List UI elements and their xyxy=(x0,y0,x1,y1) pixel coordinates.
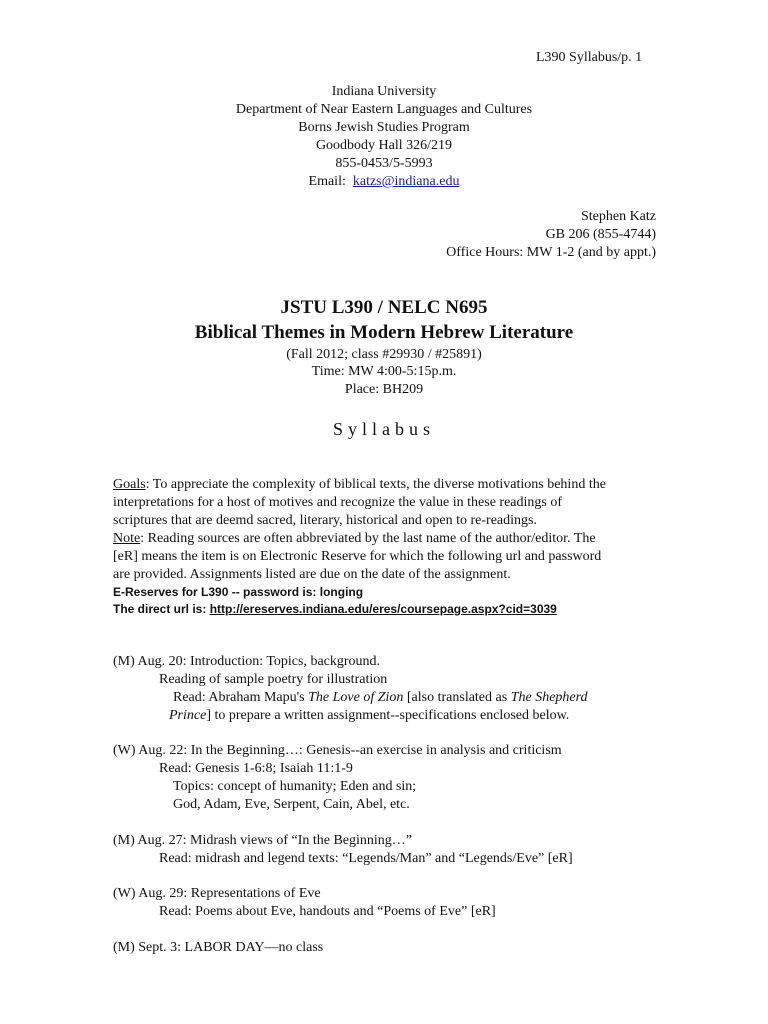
course-term: (Fall 2012; class #29930 / #25891) xyxy=(286,347,482,362)
university-name: Indiana University xyxy=(331,84,437,99)
course-code: JSTU L390 / NELC N695 xyxy=(280,297,488,318)
note-text: : Reading sources are often abbreviated by the last name of the author/editor. The xyxy=(140,531,596,546)
reading-label: Read: Abraham Mapu's xyxy=(173,690,309,705)
email-line xyxy=(0,173,768,191)
instructor-name: Stephen Katz xyxy=(580,209,656,224)
office-hours: Office Hours: MW 1-2 (and by appt.) xyxy=(446,245,656,260)
direct-url-label: The direct url is: xyxy=(113,602,210,616)
note-line-2: [eR] means the item is on Electronic Reserve for which the following url and password xyxy=(113,549,602,564)
session-aug22-reading: Read: Genesis 1-6:8; Isaiah 11:1-9 xyxy=(159,761,353,776)
ereserves-url-link[interactable]: http://ereserves.indiana.edu/eres/coursepage.aspx?cid=3039 xyxy=(209,602,557,616)
session-sept3-heading: (M) Sept. 3: LABOR DAY—no class xyxy=(113,940,324,955)
goals-line-1 xyxy=(113,476,606,494)
session-aug27-heading: (M) Aug. 27: Midrash views of “In the Beginning…” xyxy=(113,833,413,848)
goals-label: Goals xyxy=(113,477,146,492)
session-aug29-reading: Read: Poems about Eve, handouts and “Poems of Eve” [eR] xyxy=(159,904,496,919)
department-name: Department of Near Eastern Languages and Cultures xyxy=(235,102,533,117)
instructor-office-phone: GB 206 (855-4744) xyxy=(545,227,656,242)
note-line-3: are provided. Assignments listed are due on the date of the assignment. xyxy=(113,567,511,582)
email-link[interactable]: katzs@indiana.edu xyxy=(352,174,460,189)
direct-url-line xyxy=(113,600,557,618)
session-aug20-heading: (M) Aug. 20: Introduction: Topics, background. xyxy=(113,654,381,669)
book-title-shepherd: The Shepherd xyxy=(510,690,588,705)
course-time: Time: MW 4:00-5:15p.m. xyxy=(311,364,457,379)
course-title: Biblical Themes in Modern Hebrew Literature xyxy=(194,322,574,343)
session-aug22-heading: (W) Aug. 22: In the Beginning…: Genesis--an exercise in analysis and criticism xyxy=(113,743,562,758)
book-title-prince: Prince xyxy=(169,708,207,723)
goals-line-2: interpretations for a host of motives and recognize the value in these readings of xyxy=(113,495,563,510)
session-aug22-topics: Topics: concept of humanity; Eden and sin; xyxy=(173,779,417,794)
session-aug27-reading: Read: midrash and legend texts: “Legends/Man” and “Legends/Eve” [eR] xyxy=(159,851,573,866)
session-aug22-figures: God, Adam, Eve, Serpent, Cain, Abel, etc. xyxy=(173,797,410,812)
program-name: Borns Jewish Studies Program xyxy=(298,120,470,135)
translation-note: [also translated as xyxy=(403,690,511,705)
syllabus-heading: Syllabus xyxy=(332,419,435,439)
email-label: Email: xyxy=(308,174,346,189)
session-aug20-line-3 xyxy=(169,707,569,725)
goals-line-3: scriptures that are deemd sacred, literary, historical and open to re-readings. xyxy=(113,513,537,528)
note-label: Note xyxy=(113,531,141,546)
phone-numbers: 855-0453/5-5993 xyxy=(335,156,433,171)
session-aug20-line-1: Reading of sample poetry for illustration xyxy=(159,672,388,687)
assignment-note: ] to prepare a written assignment--specifications enclosed below. xyxy=(206,708,570,723)
ereserves-password: E-Reserves for L390 -- password is: longing xyxy=(113,585,364,599)
session-aug20-line-2 xyxy=(173,689,588,707)
book-title-love-of-zion: The Love of Zion xyxy=(308,690,404,705)
page-label: L390 Syllabus/p. 1 xyxy=(536,50,643,65)
course-place: Place: BH209 xyxy=(344,382,424,397)
office-location: Goodbody Hall 326/219 xyxy=(315,138,453,153)
goals-text: : To appreciate the complexity of biblical texts, the diverse motivations behind the xyxy=(145,477,606,492)
note-line-1 xyxy=(113,530,596,548)
session-aug29-heading: (W) Aug. 29: Representations of Eve xyxy=(113,886,321,901)
